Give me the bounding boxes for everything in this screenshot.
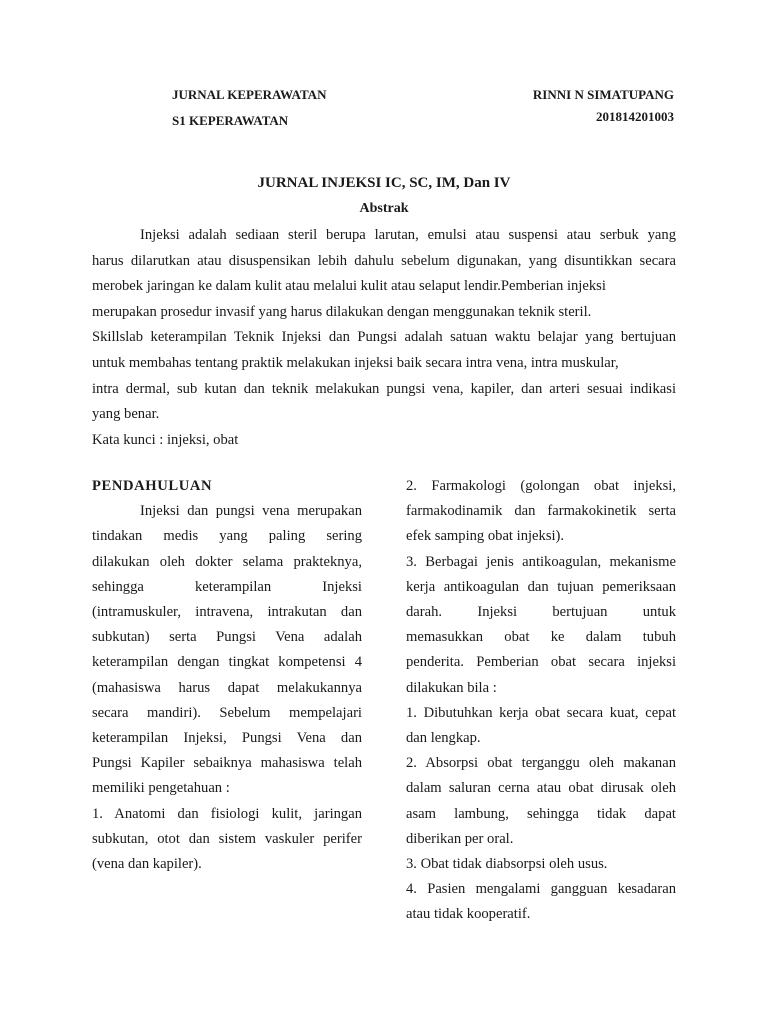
journal-name: JURNAL KEPERAWATAN bbox=[172, 87, 327, 102]
document-title: JURNAL INJEKSI IC, SC, IM, Dan IV bbox=[257, 175, 511, 191]
paragraph-line: keterampilan Injeksi, Pungsi Vena dan bbox=[92, 730, 362, 747]
list-item-line: 3. Berbagai jenis antikoagulan, mekanisme bbox=[406, 553, 676, 570]
section-heading: PENDAHULUAN bbox=[92, 478, 213, 494]
paragraph-line: dilakukan oleh dokter selama prakteknya, bbox=[92, 553, 362, 570]
list-item-line: 3. Obat tidak diabsorpsi oleh usus. bbox=[406, 856, 608, 873]
paragraph-line: (mahasiswa harus dapat melakukannya bbox=[92, 679, 362, 696]
paragraph-line: tindakan medis yang paling sering bbox=[92, 528, 362, 545]
paragraph-line: Pungsi Kapiler sebaiknya mahasiswa telah bbox=[92, 755, 362, 772]
list-item-line: 1. Dibutuhkan kerja obat secara kuat, cepat bbox=[406, 704, 676, 721]
left-column bbox=[92, 474, 362, 877]
abstract-line: merobek jaringan ke dalam kulit atau melalui kulit atau selaput lendir.Pemberian injeksi bbox=[92, 278, 606, 295]
paragraph-line: secara mandiri). Sebelum mempelajari bbox=[92, 704, 362, 721]
paragraph-line: Injeksi dan pungsi vena merupakan bbox=[140, 503, 362, 520]
paragraph-line: penderita. Pemberian obat secara injeksi bbox=[406, 654, 676, 671]
abstract-body bbox=[92, 223, 676, 453]
list-item-line: 4. Pasien mengalami gangguan kesadaran bbox=[406, 881, 676, 898]
list-item-line: (vena dan kapiler). bbox=[92, 856, 202, 873]
list-item-line: farmakodinamik dan farmakokinetik serta bbox=[406, 503, 676, 520]
abstract-line: merupakan prosedur invasif yang harus dilakukan dengan menggunakan teknik steril. bbox=[92, 303, 592, 320]
abstract-line: intra dermal, sub kutan dan teknik melakukan pungsi vena, kapiler, dan arteri sesuai indikasi bbox=[92, 380, 676, 397]
abstract-line: Skillslab keterampilan Teknik Injeksi dan Pungsi adalah satuan waktu belajar yang bertujuan bbox=[92, 329, 676, 346]
author-name: RINNI N SIMATUPANG bbox=[532, 87, 674, 102]
keywords: Kata kunci : injeksi, obat bbox=[92, 431, 239, 448]
paragraph-line: darah. Injeksi bertujuan untuk bbox=[406, 604, 676, 621]
paragraph-line: sehingga keterampilan Injeksi bbox=[92, 578, 362, 595]
list-item-line: atau tidak kooperatif. bbox=[406, 906, 531, 923]
paragraph-line: subkutan) serta Pungsi Vena adalah bbox=[92, 629, 362, 646]
paragraph-line: (intramuskuler, intravena, intrakutan dan bbox=[92, 604, 362, 621]
paragraph-line: memiliki pengetahuan : bbox=[92, 780, 230, 797]
list-item-line: efek samping obat injeksi). bbox=[406, 528, 565, 545]
abstract-line: untuk membahas tentang praktik melakukan injeksi baik secara intra vena, intra muskular, bbox=[92, 354, 619, 371]
list-item-line: asam lambung, sehingga tidak dapat bbox=[406, 805, 676, 822]
list-item-line: dalam saluran cerna atau obat dirusak oleh bbox=[406, 780, 676, 797]
paragraph-line: keterampilan dengan tingkat kompetensi 4 bbox=[92, 654, 362, 671]
list-item-line: 2. Absorpsi obat terganggu oleh makanan bbox=[406, 755, 676, 772]
paragraph-line: dilakukan bila : bbox=[406, 679, 497, 696]
paragraph-line: memasukkan obat ke dalam tubuh bbox=[406, 629, 676, 646]
list-item-line: 1. Anatomi dan fisiologi kulit, jaringan bbox=[92, 805, 362, 822]
list-item-line: dan lengkap. bbox=[406, 730, 481, 747]
student-id: 201814201003 bbox=[596, 109, 674, 124]
list-item-line: diberikan per oral. bbox=[406, 830, 514, 847]
abstract-line: Injeksi adalah sediaan steril berupa larutan, emulsi atau suspensi atau serbuk yang bbox=[140, 227, 676, 243]
right-column bbox=[406, 474, 676, 928]
program-name: S1 KEPERAWATAN bbox=[172, 113, 289, 128]
abstract-line: harus dilarutkan atau disuspensikan lebih dahulu sebelum digunakan, yang disuntikkan secara bbox=[92, 252, 676, 269]
list-item-line: kerja antikoagulan dan tujuan pemeriksaan bbox=[406, 578, 676, 595]
abstract-line: yang benar. bbox=[92, 406, 160, 423]
list-item-line: 2. Farmakologi (golongan obat injeksi, bbox=[406, 478, 676, 494]
list-item-line: subkutan, otot dan sistem vaskuler perifer bbox=[92, 830, 362, 847]
abstract-heading: Abstrak bbox=[359, 201, 409, 216]
